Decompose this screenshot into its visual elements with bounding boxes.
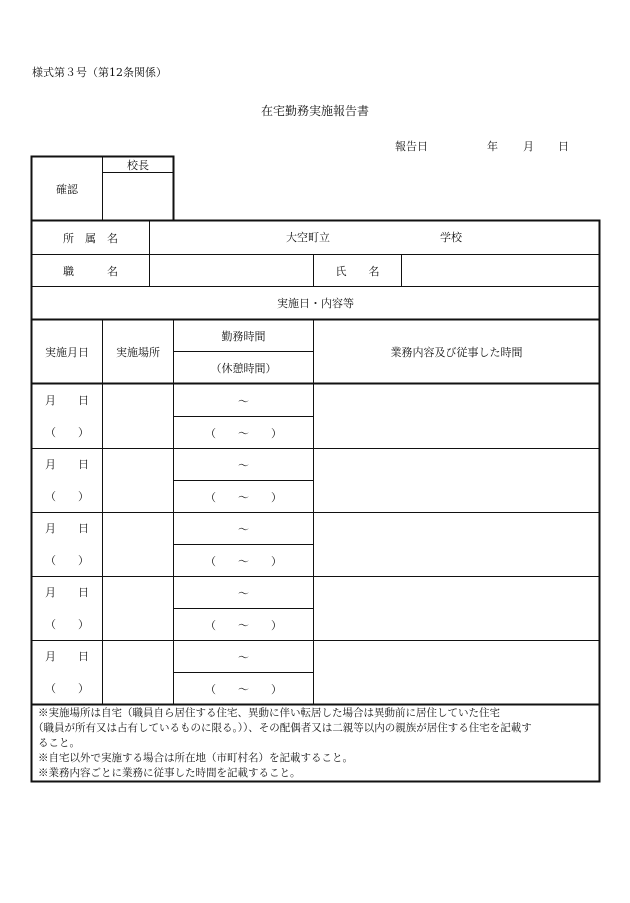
- position-field[interactable]: [150, 255, 313, 286]
- row-month-day[interactable]: 月 日: [45, 458, 89, 471]
- section-header: 実施日・内容等: [277, 297, 354, 310]
- affiliation-town: 大空町立: [286, 231, 330, 244]
- principal-label: 校長: [127, 158, 149, 172]
- report-date-year: 年: [487, 140, 498, 153]
- row-break-range[interactable]: （ ～ ）: [205, 618, 282, 632]
- row-break-range[interactable]: （ ～ ）: [205, 490, 282, 504]
- row-work-range[interactable]: ～: [238, 458, 249, 472]
- row-work-range[interactable]: ～: [238, 522, 249, 536]
- row-content-field[interactable]: [314, 449, 599, 512]
- row-work-range[interactable]: ～: [238, 650, 249, 664]
- row-place-field[interactable]: [103, 577, 173, 640]
- column-date: 実施月日: [45, 345, 89, 359]
- confirm-label: 確認: [56, 182, 78, 196]
- row-break-range[interactable]: （ ～ ）: [205, 554, 282, 568]
- note-line: ること。: [38, 737, 80, 749]
- column-work-time: 勤務時間: [221, 329, 266, 343]
- note-line: ※業務内容ごとに業務に従事した時間を記載すること。: [38, 767, 301, 779]
- row-weekday[interactable]: （ ）: [45, 618, 89, 631]
- position-label: 職 名: [63, 264, 118, 278]
- principal-seal-area[interactable]: [103, 173, 173, 220]
- row-content-field[interactable]: [314, 577, 599, 640]
- row-month-day[interactable]: 月 日: [45, 522, 89, 535]
- column-content: 業務内容及び従事した時間: [390, 345, 523, 359]
- row-weekday[interactable]: （ ）: [45, 490, 89, 503]
- note-line: ※自宅以外で実施する場合は所在地（市町村名）を記載すること。: [38, 752, 353, 764]
- affiliation-school: 学校: [440, 231, 462, 244]
- row-weekday[interactable]: （ ）: [45, 682, 89, 695]
- row-weekday[interactable]: （ ）: [45, 554, 89, 567]
- row-place-field[interactable]: [103, 513, 173, 576]
- report-date-label: 報告日: [395, 140, 428, 153]
- row-month-day[interactable]: 月 日: [45, 394, 89, 407]
- row-place-field[interactable]: [103, 641, 173, 704]
- row-place-field[interactable]: [103, 384, 173, 448]
- row-work-range[interactable]: ～: [238, 586, 249, 600]
- row-month-day[interactable]: 月 日: [45, 586, 89, 599]
- row-weekday[interactable]: （ ）: [45, 426, 89, 439]
- row-break-range[interactable]: （ ～ ）: [205, 682, 282, 696]
- row-work-range[interactable]: ～: [238, 394, 249, 408]
- row-content-field[interactable]: [314, 513, 599, 576]
- note-line: （職員が所有又は占有しているものに限る。））、その配偶者又は二親等以内の親族が居住する住宅を記載す: [33, 722, 532, 734]
- form-number: 様式第３号（第12条関係）: [32, 66, 167, 79]
- affiliation-label: 所 属 名: [63, 231, 118, 245]
- row-content-field[interactable]: [314, 641, 599, 704]
- row-content-field[interactable]: [314, 384, 599, 448]
- report-date-month: 月: [523, 140, 534, 153]
- name-field[interactable]: [402, 255, 599, 286]
- affiliation-field[interactable]: [150, 221, 599, 254]
- column-place: 実施場所: [116, 345, 160, 359]
- row-break-range[interactable]: （ ～ ）: [205, 426, 282, 440]
- row-place-field[interactable]: [103, 449, 173, 512]
- column-break-time: （休憩時間）: [210, 361, 277, 375]
- note-line: ※実施場所は自宅（職員自ら居住する住宅、異動に伴い転居した場合は異動前に居住していた住宅: [38, 707, 500, 719]
- report-date-day: 日: [558, 140, 569, 153]
- name-label: 氏 名: [335, 264, 380, 278]
- row-month-day[interactable]: 月 日: [45, 650, 89, 663]
- document-title: 在宅勤務実施報告書: [260, 104, 369, 118]
